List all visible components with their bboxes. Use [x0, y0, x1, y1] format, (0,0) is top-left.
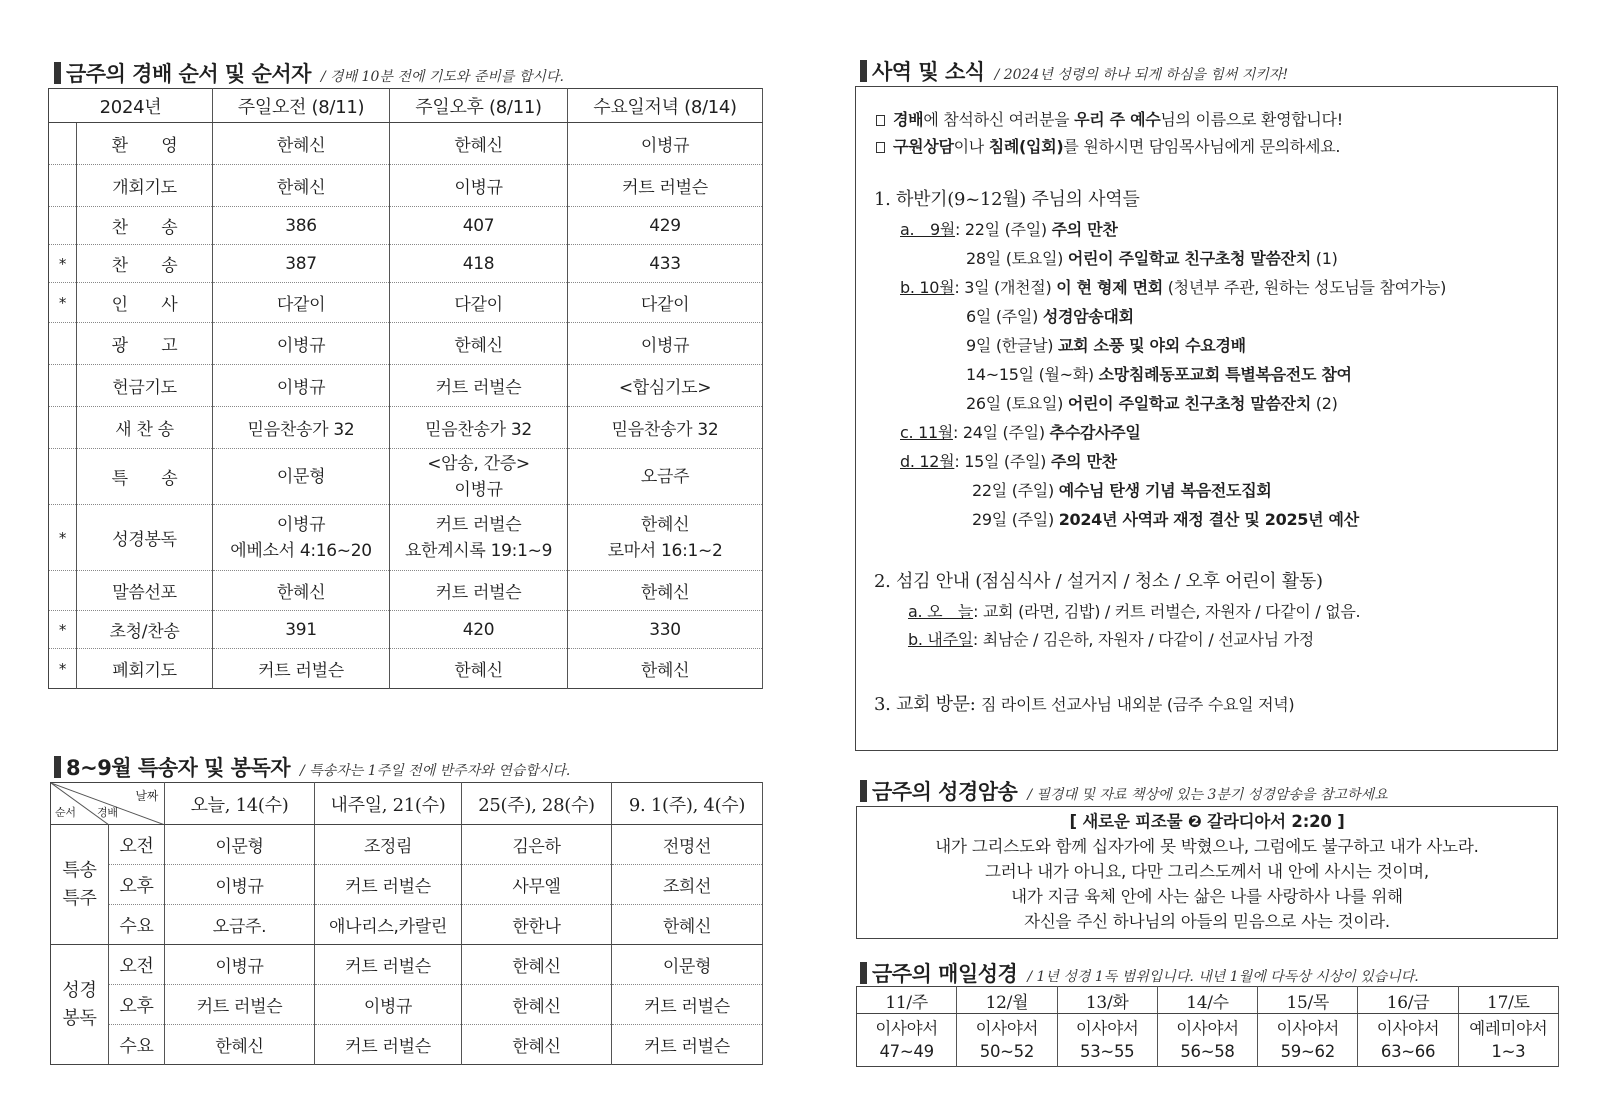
worship-cell: <합심기도>	[568, 365, 763, 407]
event-date: : 22일 (주일)	[955, 220, 1052, 239]
worship-row	[49, 407, 763, 449]
singer-cell: 한혜신	[462, 1025, 612, 1065]
daily-bible-table	[856, 986, 1559, 1067]
ministry-event	[900, 217, 1118, 240]
month-label: c. 11월	[900, 423, 953, 442]
order-label: 광 고	[77, 323, 213, 365]
day-header: 11/주	[857, 987, 957, 1014]
worship-section-title	[54, 58, 564, 88]
worship-row	[49, 449, 763, 505]
order-label: 인 사	[77, 283, 213, 323]
news-section-title	[860, 56, 1288, 86]
daily-title: 금주의 매일성경	[872, 962, 1018, 986]
book-name: 이사야서	[1075, 1019, 1139, 1038]
item3-visit: 3. 교회 방문: 짐 라이트 선교사님 내외분 (금주 수요일 저녁)	[874, 694, 1295, 715]
event-note: (1)	[1311, 249, 1338, 268]
worship-cell: 커트 러벌슨	[390, 365, 568, 407]
event-name: 어린이 주일학교 친구초청 말씀잔치	[1067, 249, 1311, 268]
stand-marker: *	[49, 245, 77, 283]
daily-header-row	[857, 987, 1559, 1014]
day-header: 15/목	[1258, 987, 1358, 1014]
worship-title: 금주의 경배 순서 및 순서자	[66, 62, 311, 86]
event-date: 9일 (한글날)	[966, 336, 1058, 355]
chapter-range: 56~58	[1180, 1042, 1235, 1061]
worship-cell: 한혜신	[390, 323, 568, 365]
group-label: 특송 특주	[51, 825, 109, 945]
memory-verse-box	[856, 806, 1558, 939]
event-date: : 15일 (주일)	[954, 452, 1051, 471]
stand-marker	[49, 207, 77, 245]
book-name: 이사야서	[1376, 1019, 1440, 1038]
singer-cell: 이문형	[612, 945, 763, 985]
sunday-am-header: 주일오전 (8/11)	[213, 89, 390, 123]
ministry-event	[900, 449, 1117, 472]
section-bar-icon	[54, 756, 61, 778]
ministry-event	[966, 304, 1134, 327]
worship-cell: 386	[213, 207, 390, 245]
order-label: 찬 송	[77, 245, 213, 283]
chapter-range: 50~52	[979, 1042, 1035, 1061]
worship-row	[49, 649, 763, 689]
singer-cell: 커트 러벌슨	[165, 985, 315, 1025]
stand-marker	[49, 323, 77, 365]
date-header: 내주일, 21(수)	[315, 783, 462, 825]
worship-cell: 커트 러벌슨	[213, 649, 390, 689]
event-name: 소망침례동포교회 특별복음전도 참여	[1098, 365, 1352, 384]
ministry-event	[900, 275, 1446, 298]
singer-cell: 한혜신	[462, 945, 612, 985]
worship-cell: 이병규	[568, 323, 763, 365]
singer-cell: 이병규	[315, 985, 462, 1025]
group-label: 성경 봉독	[51, 945, 109, 1065]
event-date: : 24일 (주일)	[952, 423, 1050, 442]
singers-header-row	[51, 783, 763, 825]
section-bar-icon	[860, 60, 867, 82]
singer-cell: 이병규	[165, 945, 315, 985]
stand-marker	[49, 571, 77, 611]
ministry-event	[900, 420, 1140, 443]
singer-cell: 이병규	[165, 865, 315, 905]
singers-row	[51, 945, 763, 985]
singer-cell: 커트 러벌슨	[315, 945, 462, 985]
event-name: 교회 소풍 및 야외 수요경배	[1057, 336, 1246, 355]
order-label: 특 송	[77, 449, 213, 505]
day-header: 16/금	[1358, 987, 1458, 1014]
event-note: (2)	[1311, 394, 1338, 413]
singers-row	[51, 905, 763, 945]
worship-cell: 믿음찬송가 32	[568, 407, 763, 449]
event-date: 6일 (주일)	[966, 307, 1043, 326]
worship-cell: 433	[568, 245, 763, 283]
singer-cell: 커트 러벌슨	[315, 865, 462, 905]
worship-cell: 이병규 에베소서 4:16~20	[213, 505, 390, 571]
verse-line: 내가 지금 육체 안에 사는 삶은 나를 사랑하사 나를 위해	[1011, 887, 1403, 906]
worship-row	[49, 123, 763, 165]
month-label: b. 10월	[900, 278, 955, 297]
stand-marker	[49, 365, 77, 407]
wednesday-header: 수요일저녁 (8/14)	[568, 89, 763, 123]
singer-cell: 한혜신	[612, 905, 763, 945]
service-time: 수요	[109, 1025, 165, 1065]
singer-cell: 한혜신	[462, 985, 612, 1025]
item1-heading: 1. 하반기(9~12월) 주님의 사역들	[874, 189, 1140, 210]
corner-cell	[51, 783, 165, 825]
worship-row	[49, 207, 763, 245]
date-header: 9. 1(주), 4(수)	[612, 783, 763, 825]
order-label: 찬 송	[77, 207, 213, 245]
order-label: 환 영	[77, 123, 213, 165]
daily-reading-row	[857, 1014, 1559, 1067]
book-name: 이사야서	[875, 1019, 938, 1038]
welcome-notice: 경배에 참석하신 여러분을 우리 주 예수님의 이름으로 환영합니다!	[876, 107, 1343, 130]
event-name: 주의 만찬	[1051, 220, 1118, 239]
stand-marker	[49, 165, 77, 207]
singers-row	[51, 865, 763, 905]
singer-cell: 조희선	[612, 865, 763, 905]
order-label: 헌금기도	[77, 365, 213, 407]
year-header: 2024년	[49, 89, 213, 123]
worship-cell: 한혜신	[568, 649, 763, 689]
worship-cell: 한혜신 로마서 16:1~2	[568, 505, 763, 571]
event-name: 예수님 탄생 기념 복음전도집회	[1058, 481, 1272, 500]
news-box	[855, 86, 1558, 751]
stand-marker	[49, 407, 77, 449]
ministry-event	[966, 246, 1338, 269]
worship-cell: 다같이	[568, 283, 763, 323]
daily-reading	[1358, 1014, 1458, 1067]
worship-cell: 믿음찬송가 32	[213, 407, 390, 449]
serve-next-week: b. 내주일: 최남순 / 김은하, 자원자 / 다같이 / 선교사님 가정	[908, 630, 1314, 649]
singer-cell: 오금주.	[165, 905, 315, 945]
section-bar-icon	[860, 780, 867, 802]
verse-section-title	[860, 776, 1388, 806]
stand-marker: *	[49, 611, 77, 649]
special-singers-table	[50, 782, 763, 1065]
event-date: 22일 (주일)	[972, 481, 1059, 500]
worship-cell: 한혜신	[390, 123, 568, 165]
serve-today: a. 오 늘: 교회 (라면, 김밥) / 커트 러벌슨, 자원자 / 다같이 / 없음.	[908, 602, 1361, 621]
worship-cell: 418	[390, 245, 568, 283]
worship-cell: 이병규	[213, 365, 390, 407]
worship-row	[49, 245, 763, 283]
event-name: 주의 만찬	[1050, 452, 1117, 471]
order-label: 새 찬 송	[77, 407, 213, 449]
ministry-event	[966, 391, 1338, 414]
book-name: 예레미야서	[1469, 1019, 1548, 1038]
date-header: 25(주), 28(수)	[462, 783, 612, 825]
day-header: 14/수	[1157, 987, 1257, 1014]
worship-cell: 391	[213, 611, 390, 649]
singers-title: 8~9월 특송자 및 봉독자	[66, 756, 291, 780]
singers-subtitle: / 특송자는 1주일 전에 반주자와 연습합시다.	[300, 763, 571, 779]
section-bar-icon	[860, 962, 867, 984]
stand-marker	[49, 449, 77, 505]
order-label: 개회기도	[77, 165, 213, 207]
section-bar-icon	[54, 62, 61, 84]
verse-line: 자신을 주신 하나님의 아들의 믿음으로 사는 것이라.	[1024, 912, 1390, 931]
singer-cell: 이문형	[165, 825, 315, 865]
daily-subtitle: / 1년 성경 1독 범위입니다. 내년 1월에 다독상 시상이 있습니다.	[1027, 969, 1419, 985]
worship-cell: 한혜신	[213, 165, 390, 207]
worship-row	[49, 283, 763, 323]
daily-reading	[957, 1014, 1057, 1067]
stand-marker: *	[49, 283, 77, 323]
worship-cell: 커트 러벌슨	[390, 571, 568, 611]
singer-cell: 한한나	[462, 905, 612, 945]
worship-header-row	[49, 89, 763, 123]
ministry-event	[972, 507, 1359, 530]
worship-cell: 이병규	[213, 323, 390, 365]
day-header: 13/화	[1057, 987, 1157, 1014]
worship-row	[49, 505, 763, 571]
worship-cell: 다같이	[390, 283, 568, 323]
chapter-range: 1~3	[1491, 1042, 1526, 1061]
worship-cell: 이문형	[213, 449, 390, 505]
service-time: 오후	[109, 985, 165, 1025]
worship-cell: 커트 러벌슨	[568, 165, 763, 207]
stand-marker: *	[49, 649, 77, 689]
worship-cell: 한혜신	[568, 571, 763, 611]
singer-cell: 김은하	[462, 825, 612, 865]
event-note: (청년부 주관, 원하는 성도님들 참여가능)	[1162, 278, 1447, 297]
worship-cell: 한혜신	[213, 571, 390, 611]
event-date: 28일 (토요일)	[966, 249, 1068, 268]
worship-cell: 이병규	[568, 123, 763, 165]
worship-cell: 다같이	[213, 283, 390, 323]
corner-order-label: 순서	[55, 806, 76, 819]
stand-marker	[49, 123, 77, 165]
day-header: 17/토	[1458, 987, 1558, 1014]
corner-worship-label: 경배	[97, 806, 118, 819]
book-name: 이사야서	[1176, 1019, 1239, 1038]
event-name: 2024년 사역과 재정 결산 및 2025년 예산	[1058, 510, 1359, 529]
service-time: 수요	[109, 905, 165, 945]
event-name: 성경암송대회	[1042, 307, 1134, 326]
item2-heading: 2. 섬김 안내 (점심식사 / 설거지 / 청소 / 오후 어린이 활동)	[874, 571, 1323, 592]
checkbox-icon	[876, 142, 885, 153]
ministry-event	[966, 333, 1246, 356]
month-label: a. 9월	[900, 220, 956, 239]
verse-line: 그러나 내가 아니요, 다만 그리스도께서 내 안에 사시는 것이며,	[985, 862, 1429, 881]
date-header: 오늘, 14(수)	[165, 783, 315, 825]
event-date: 29일 (주일)	[972, 510, 1059, 529]
sunday-pm-header: 주일오후 (8/11)	[390, 89, 568, 123]
service-time: 오전	[109, 945, 165, 985]
event-name: 이 현 형제 면회	[1056, 278, 1163, 297]
worship-order-table	[48, 88, 763, 689]
singers-row	[51, 1025, 763, 1065]
daily-reading	[1057, 1014, 1157, 1067]
corner-date-label: 날짜	[135, 789, 158, 803]
daily-reading	[1258, 1014, 1358, 1067]
singer-cell: 애나리스,카랄린	[315, 905, 462, 945]
month-label: d. 12월	[900, 452, 955, 471]
order-label: 초청/찬송	[77, 611, 213, 649]
order-label: 폐회기도	[77, 649, 213, 689]
worship-cell: <암송, 간증> 이병규	[390, 449, 568, 505]
daily-section-title	[860, 958, 1419, 988]
event-date: : 3일 (개천절)	[954, 278, 1057, 297]
worship-cell: 믿음찬송가 32	[390, 407, 568, 449]
ministry-event	[966, 362, 1352, 385]
order-label: 말씀선포	[77, 571, 213, 611]
singer-cell: 커트 러벌슨	[315, 1025, 462, 1065]
singer-cell: 한혜신	[165, 1025, 315, 1065]
worship-cell: 이병규	[390, 165, 568, 207]
day-header: 12/월	[957, 987, 1057, 1014]
worship-cell: 429	[568, 207, 763, 245]
order-label: 성경봉독	[77, 505, 213, 571]
worship-cell: 387	[213, 245, 390, 283]
news-subtitle: / 2024년 성령의 하나 되게 하심을 힘써 지키자!	[994, 67, 1289, 83]
daily-reading	[1157, 1014, 1257, 1067]
singer-cell: 전명선	[612, 825, 763, 865]
singers-row	[51, 825, 763, 865]
chapter-range: 63~66	[1380, 1042, 1436, 1061]
news-title: 사역 및 소식	[872, 60, 985, 84]
worship-cell: 커트 러벌슨 요한계시록 19:1~9	[390, 505, 568, 571]
singer-cell: 커트 러벌슨	[612, 1025, 763, 1065]
daily-reading	[857, 1014, 957, 1067]
event-date: 14~15일 (월~화)	[966, 365, 1099, 384]
worship-cell: 한혜신	[390, 649, 568, 689]
worship-row	[49, 323, 763, 365]
singer-cell: 조정림	[315, 825, 462, 865]
verse-reference: [ 새로운 피조물 ❷ 갈라디아서 2:20 ]	[1069, 812, 1345, 831]
book-name: 이사야서	[1276, 1019, 1340, 1038]
event-name: 추수감사주일	[1049, 423, 1141, 442]
chapter-range: 47~49	[879, 1042, 934, 1061]
singer-cell: 사무엘	[462, 865, 612, 905]
worship-cell: 420	[390, 611, 568, 649]
worship-row	[49, 611, 763, 649]
event-name: 어린이 주일학교 친구초청 말씀잔치	[1067, 394, 1311, 413]
worship-row	[49, 365, 763, 407]
worship-cell: 오금주	[568, 449, 763, 505]
checkbox-icon	[876, 115, 885, 126]
stand-marker: *	[49, 505, 77, 571]
service-time: 오후	[109, 865, 165, 905]
verse-line: 내가 그리스도와 함께 십자가에 못 박혔으나, 그럼에도 불구하고 내가 사노라.	[935, 837, 1479, 856]
chapter-range: 59~62	[1280, 1042, 1335, 1061]
chapter-range: 53~55	[1080, 1042, 1135, 1061]
singer-cell: 커트 러벌슨	[612, 985, 763, 1025]
daily-reading	[1458, 1014, 1558, 1067]
worship-row	[49, 165, 763, 207]
verse-subtitle: / 필경대 및 자료 책상에 있는 3분기 성경암송을 참고하세요	[1027, 787, 1388, 803]
book-name: 이사야서	[975, 1019, 1039, 1038]
service-time: 오전	[109, 825, 165, 865]
ministry-event	[972, 478, 1272, 501]
singers-row	[51, 985, 763, 1025]
consult-notice: 구원상담이나 침례(입회)를 원하시면 담임목사님에게 문의하세요.	[876, 134, 1340, 157]
verse-title: 금주의 성경암송	[872, 780, 1018, 804]
worship-cell: 330	[568, 611, 763, 649]
worship-cell: 한혜신	[213, 123, 390, 165]
singers-section-title	[54, 752, 570, 782]
event-date: 26일 (토요일)	[966, 394, 1068, 413]
worship-row	[49, 571, 763, 611]
worship-subtitle: / 경배 10분 전에 기도와 준비를 합시다.	[320, 69, 564, 85]
worship-cell: 407	[390, 207, 568, 245]
